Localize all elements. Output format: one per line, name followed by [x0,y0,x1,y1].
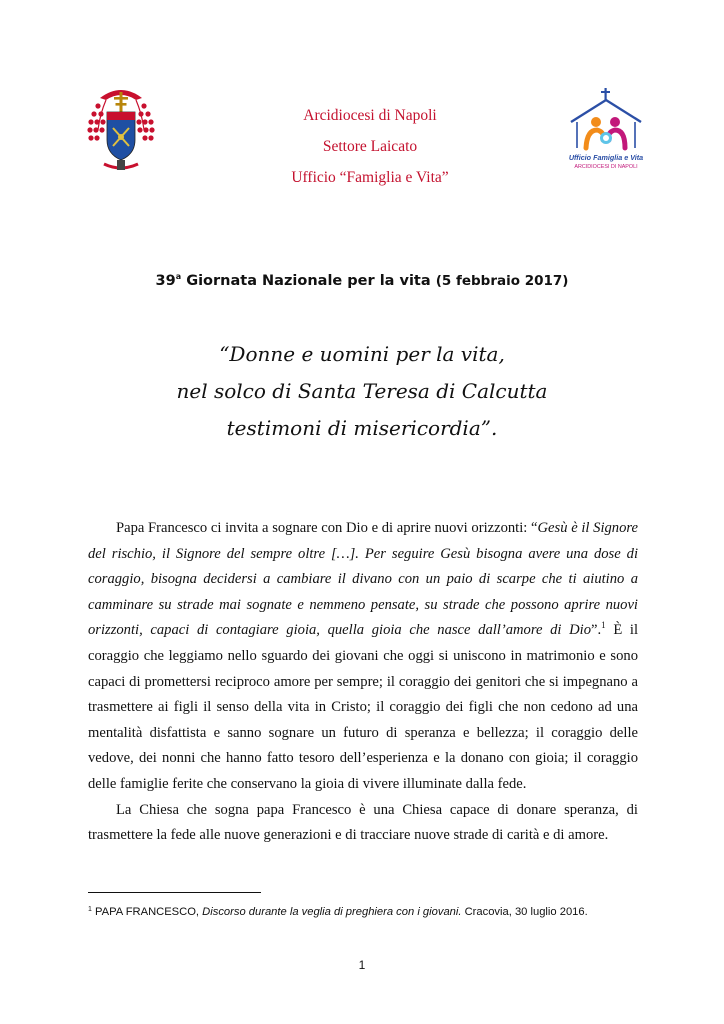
footnote-reference[interactable]: 1 [601,620,606,631]
body-paragraph-1 [88,516,638,798]
p1-quote: Gesù è il Signore del rischio, il Signore del sempre oltre […]. Per seguire Gesù bisogna avere una dose di coraggio, bisogna decidersi a cambiare il divano con un paio di scarpe che ti aiutino a camminare su strade mai sognate e nemmeno pensate, su strade che possono aprire nuovi orizzonti, capaci di contagiare gioia, quella gioia che nasce dall’amore di Dio [88,520,639,639]
logo-office-name: Ufficio Famiglia e Vita [568,153,644,162]
event-title [0,272,724,289]
p1-intro: Papa Francesco ci invita a sognare con Dio e di aprire nuovi orizzonti: “ [116,520,538,536]
footnote-author: PAPA FRANCESCO, [91,906,203,918]
page-number: 1 [358,958,366,972]
footnote-number: 1 [88,906,92,913]
theme-line: nel solco di Santa Teresa di Calcutta [176,379,548,403]
body-text [88,516,638,849]
header-line-archdiocese: Arcidiocesi di Napoli [303,107,437,124]
event-title-main: Giornata Nazionale per la vita [181,273,436,289]
header-line-sector: Settore Laicato [322,138,418,155]
body-paragraph-2: La Chiesa che sogna papa Francesco è una Chiesa capace di donare speranza, di trasmettere la fede alle nuove generazioni e di tracciare nuove strade di carità e di amore. [88,801,638,844]
event-title-date: (5 febbraio 2017) [435,273,569,289]
event-title-ordinal: 39 [155,273,176,289]
footnote-separator [88,892,261,893]
footnote-place-date: Cracovia, 30 luglio 2016. [461,906,588,918]
event-title-ordinal-suffix: a [175,272,182,281]
footnote [88,906,648,918]
logo-archdiocese-name: ARCIDIOCESI DI NAPOLI [574,164,638,170]
family-and-life-office-logo-icon [565,88,647,174]
theme-line: “Donne e uomini per la vita, [219,342,505,366]
theme-line: testimoni di misericordia”. [226,416,498,440]
header-institution [200,100,540,193]
p1-rest: È il coraggio che leggiamo nello sguardo dei giovani che oggi si uniscono in matrimonio e sono capaci di promettersi reciproco amore per sempre; il coraggio dei genitori che si impegnano a trasmettere ai figli il senso della vita in Cristo; il coraggio dei figli che non cedono ad una mentalità disfattista e sanno sognare un futuro di speranza e bellezza; il coraggio delle vedove, dei nonni che hanno fatto tesoro dell’esperienza e la donano con gioia; il coraggio delle famiglie ferite che conservano la gioia di vivere illuminate dalla fede. [88,622,639,792]
archdiocese-coat-of-arms-icon [86,84,156,176]
p1-quote-close: ”. [591,622,602,639]
event-theme [0,336,724,447]
footnote-title: Discorso durante la veglia di preghiera con i giovani. [202,906,462,918]
header-line-office: Ufficio “Famiglia e Vita” [291,169,449,186]
